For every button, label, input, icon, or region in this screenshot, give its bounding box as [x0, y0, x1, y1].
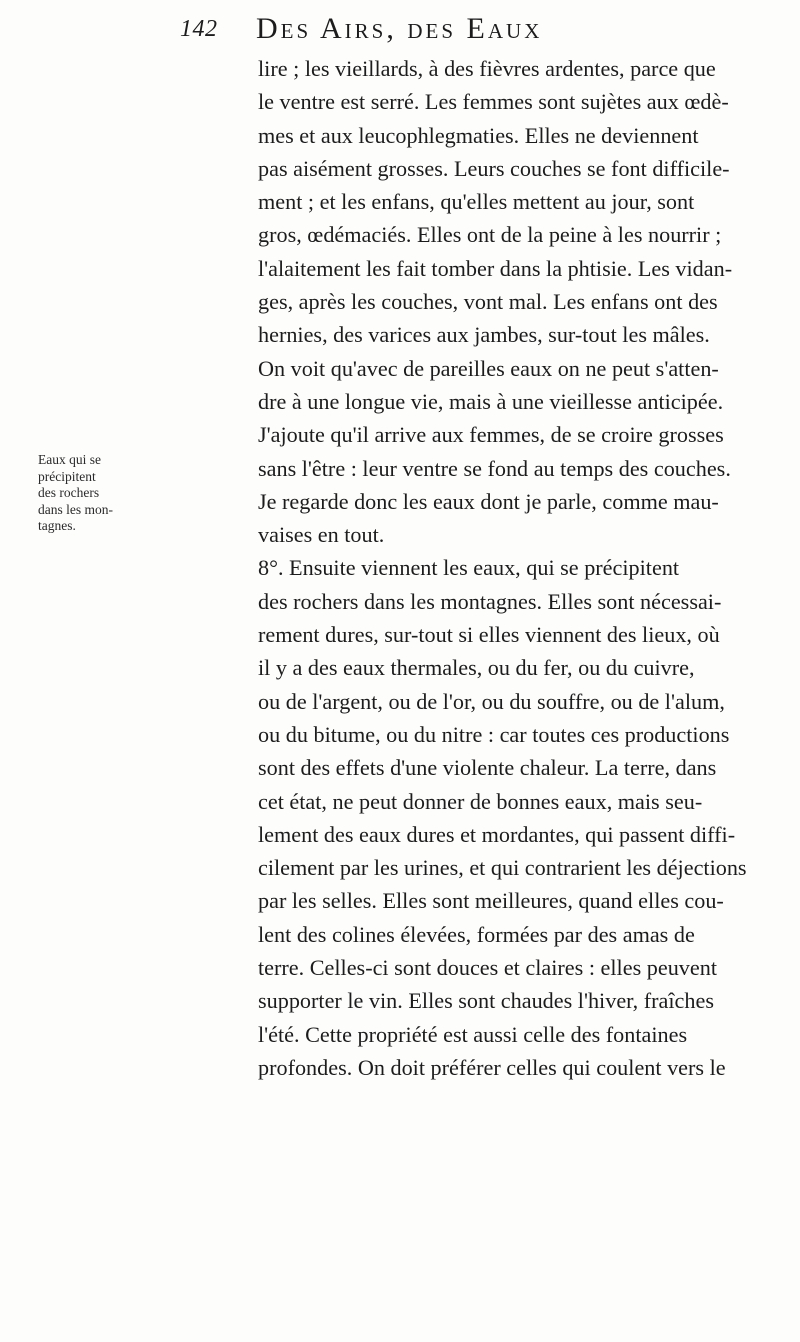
margin-note-line: précipitent [38, 468, 96, 484]
text-line: dre à une longue vie, mais à une vieillesse anticipée. [258, 388, 724, 414]
margin-note-line: tagnes. [38, 518, 76, 533]
text-line: terre. Celles-ci sont douces et claires : elles peuvent [258, 955, 717, 981]
text-line: sans l'être : leur ventre se fond au temps des couches. [258, 455, 731, 481]
page-number: 142 [180, 16, 218, 42]
text-line: supporter le vin. Elles sont chaudes l'hiver, fraîches [258, 988, 714, 1014]
text-line: l'été. Cette propriété est aussi celle des fontaines [258, 1021, 688, 1047]
text-line: sont des effets d'une violente chaleur. La terre, dans [258, 755, 717, 781]
text-line: 8°. Ensuite viennent les eaux, qui se précipitent [258, 555, 680, 581]
text-line: ou de l'argent, ou de l'or, ou du souffre, ou de l'alum, [258, 688, 725, 714]
text-line: lement des eaux dures et mordantes, qui passent diffi- [258, 821, 736, 847]
text-line: ges, après les couches, vont mal. Les enfans ont des [258, 289, 718, 315]
text-line: Je regarde donc les eaux dont je parle, comme mau- [258, 488, 719, 514]
text-line: ou du bitume, ou du nitre : car toutes ces productions [258, 721, 730, 747]
margin-note-line: dans les mon- [38, 501, 113, 517]
text-line: pas aisément grosses. Leurs couches se font difficile- [258, 155, 730, 181]
margin-note-line: Eaux qui se [38, 452, 101, 467]
text-line: le ventre est serré. Les femmes sont sujètes aux œdè- [258, 89, 729, 115]
margin-note-line: des rochers [38, 485, 100, 500]
text-line: On voit qu'avec de pareilles eaux on ne peut s'atten- [258, 355, 719, 381]
text-line: lent des colines élevées, formées par des amas de [258, 921, 695, 947]
text-line: vaises en tout. [258, 522, 385, 548]
text-line: J'ajoute qu'il arrive aux femmes, de se croire grosses [258, 422, 724, 448]
text-line: il y a des eaux thermales, ou du fer, ou du cuivre, [258, 655, 695, 681]
text-line: l'alaitement les fait tomber dans la phtisie. Les vidan- [258, 255, 733, 281]
text-line: par les selles. Elles sont meilleures, quand elles cou- [258, 888, 724, 914]
text-line: cilement par les urines, et qui contrarient les déjections [258, 855, 747, 881]
margin-note [38, 452, 148, 535]
text-line: gros, œdémaciés. Elles ont de la peine à les nourrir ; [258, 222, 722, 248]
text-line: profondes. On doit préférer celles qui coulent vers le [258, 1054, 726, 1080]
text-line: mes et aux leucophlegmaties. Elles ne deviennent [258, 122, 699, 148]
running-title: Des Airs, des Eaux [256, 12, 543, 45]
text-line: des rochers dans les montagnes. Elles sont nécessai- [258, 588, 722, 614]
text-line: hernies, des varices aux jambes, sur-tout les mâles. [258, 322, 710, 348]
text-line: lire ; les vieillards, à des fièvres ardentes, parce que [258, 56, 716, 81]
text-line: rement dures, sur-tout si elles viennent des lieux, où [258, 622, 720, 648]
text-line: ment ; et les enfans, qu'elles mettent au jour, sont [258, 189, 695, 215]
text-line: cet état, ne peut donner de bonnes eaux, mais seu- [258, 788, 703, 814]
body-text [258, 52, 780, 1084]
page-header [180, 12, 760, 52]
